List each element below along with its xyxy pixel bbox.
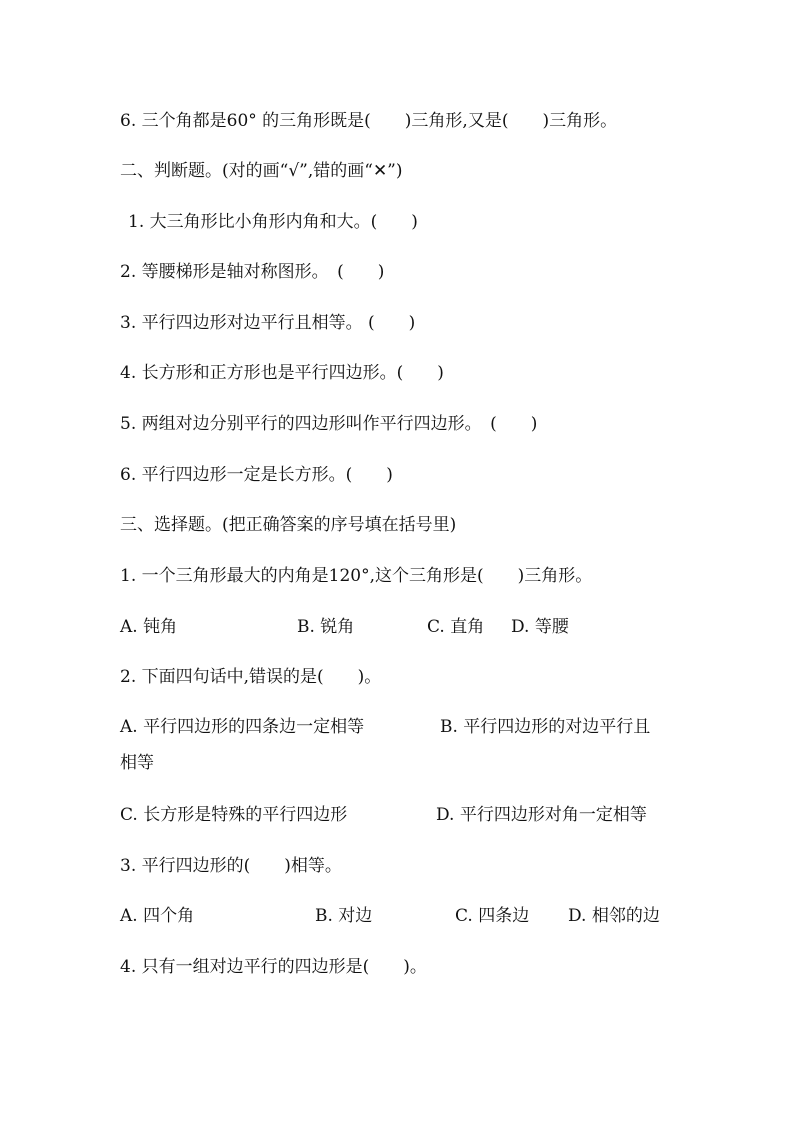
judge-question-3: 3. 平行四边形对边平行且相等。 ( ) (120, 313, 416, 333)
judge-section-heading: 二、判断题。(对的画“√”,错的画“✕”) (120, 161, 403, 181)
choice-q3-option-b: B. 对边 (315, 906, 373, 926)
choice-q3-option-c: C. 四条边 (455, 906, 530, 926)
choice-question-2-stem: 2. 下面四句话中,错误的是( )。 (120, 667, 382, 687)
choice-question-3-stem: 3. 平行四边形的( )相等。 (120, 856, 342, 876)
choice-question-1-stem: 1. 一个三角形最大的内角是120°,这个三角形是( )三角形。 (120, 566, 593, 586)
choice-q3-option-a: A. 四个角 (120, 906, 195, 926)
choice-q2-option-a: A. 平行四边形的四条边一定相等 (120, 717, 365, 737)
choice-q1-option-c: C. 直角 (427, 617, 485, 637)
judge-question-6: 6. 平行四边形一定是长方形。( ) (120, 465, 393, 485)
choice-q1-option-d: D. 等腰 (511, 617, 569, 637)
judge-question-1: 1. 大三角形比小角形内角和大。( ) (128, 212, 418, 232)
choice-q2-option-b-continued: 相等 (120, 753, 154, 773)
choice-q2-option-d: D. 平行四边形对角一定相等 (436, 805, 647, 825)
judge-question-5: 5. 两组对边分别平行的四边形叫作平行四边形。 ( ) (120, 414, 538, 434)
choice-q3-option-d: D. 相邻的边 (568, 906, 660, 926)
judge-question-4: 4. 长方形和正方形也是平行四边形。( ) (120, 363, 444, 383)
choice-q2-option-c: C. 长方形是特殊的平行四边形 (120, 805, 348, 825)
choice-q1-option-a: A. 钝角 (120, 617, 178, 637)
fill-blank-question-6: 6. 三个角都是60° 的三角形既是( )三角形,又是( )三角形。 (120, 111, 618, 131)
choice-question-4-stem: 4. 只有一组对边平行的四边形是( )。 (120, 957, 427, 977)
judge-question-2: 2. 等腰梯形是轴对称图形。 ( ) (120, 262, 385, 282)
choice-q2-option-b: B. 平行四边形的对边平行且 (440, 717, 651, 737)
choice-q1-option-b: B. 锐角 (297, 617, 355, 637)
choice-section-heading: 三、选择题。(把正确答案的序号填在括号里) (120, 515, 457, 535)
